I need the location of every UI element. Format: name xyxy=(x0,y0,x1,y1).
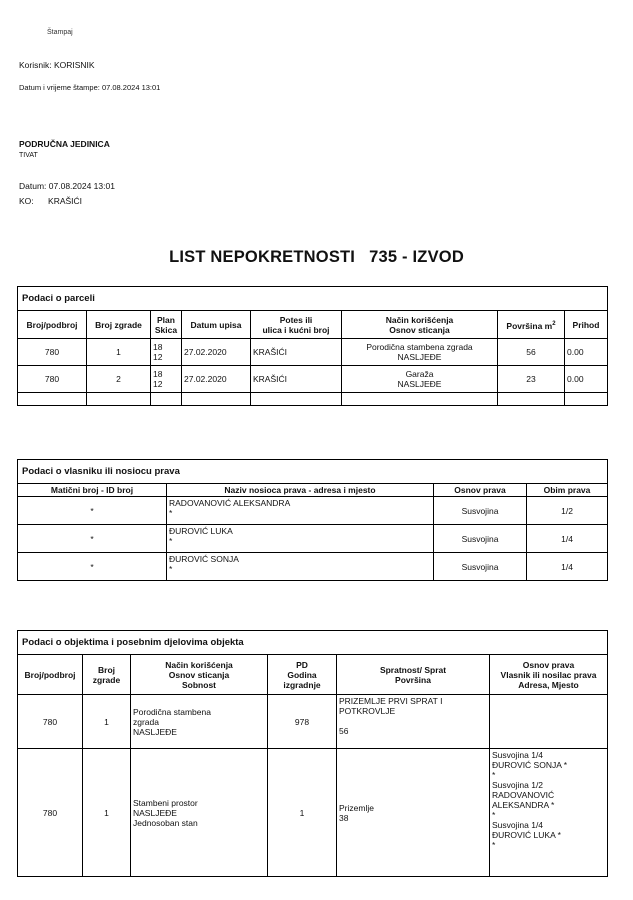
title-number: 735 xyxy=(369,248,398,266)
ko-line xyxy=(19,196,82,206)
col-povrsina: Površina $m^2$ xyxy=(498,311,565,339)
cell-osnov: Susvojina xyxy=(434,525,527,553)
col-datum-upisa: Datum upisa xyxy=(182,311,251,339)
user-line xyxy=(19,60,95,70)
table-row xyxy=(18,749,608,877)
table-row xyxy=(18,339,608,366)
cell-zgrada: 1 xyxy=(83,749,131,877)
col-broj-zgrade: Broj zgrade xyxy=(87,311,151,339)
cell-plan: 18 12 xyxy=(151,339,182,366)
user-value: KORISNIK xyxy=(53,60,95,70)
cell-datum: 27.02.2020 xyxy=(182,366,251,393)
cell-plan: 18 12 xyxy=(151,366,182,393)
print-link[interactable]: Štampaj xyxy=(47,29,73,36)
cell-maticni: * xyxy=(18,553,167,581)
col-broj-podbroj: Broj/podbroj xyxy=(18,311,87,339)
cell-potes: KRAŠIĆI xyxy=(251,366,342,393)
unit-value: TIVAT xyxy=(19,152,38,159)
cell-broj: 780 xyxy=(18,339,87,366)
cell-datum: 27.02.2020 xyxy=(182,339,251,366)
cell-naziv: ĐUROVIĆ SONJA * xyxy=(167,553,434,581)
cell-spratnost: Prizemlje 38 xyxy=(337,749,490,877)
cell-obim: 1/4 xyxy=(527,525,608,553)
col-nacin: Način korišćenja Osnov sticanja xyxy=(342,311,498,339)
cell-nacin: Garaža NASLJEĐE xyxy=(342,366,498,393)
cell-naziv: RADOVANOVIĆ ALEKSANDRA * xyxy=(167,497,434,525)
date-line xyxy=(19,181,115,191)
cell-zgrada: 1 xyxy=(87,339,151,366)
table-row xyxy=(18,497,608,525)
cell-maticni: * xyxy=(18,525,167,553)
parcels-section-title: Podaci o parceli xyxy=(18,287,608,311)
title-suffix: - IZVOD xyxy=(402,248,464,266)
cell-zgrada: 1 xyxy=(83,695,131,749)
col-spratnost: Spratnost/ Sprat Površina xyxy=(337,655,490,695)
cell-maticni: * xyxy=(18,497,167,525)
col-broj-zgrade: Broj zgrade xyxy=(83,655,131,695)
table-row xyxy=(18,525,608,553)
col-obim-prava: Obim prava xyxy=(527,484,608,497)
col-naziv: Naziv nosioca prava - adresa i mjesto xyxy=(167,484,434,497)
print-date-value: 07.08.2024 13:01 xyxy=(101,83,161,92)
cell-obim: 1/2 xyxy=(527,497,608,525)
cell-nacin: Porodična stambena zgrada NASLJEĐE xyxy=(131,695,268,749)
cell-zgrada: 2 xyxy=(87,366,151,393)
cell-broj: 780 xyxy=(18,695,83,749)
cell-osnov: Susvojina xyxy=(434,497,527,525)
ko-label: KO: xyxy=(19,196,34,206)
date-label: Datum: xyxy=(19,181,47,191)
objects-section-title: Podaci o objektima i posebnim djelovima objekta xyxy=(18,631,608,655)
cell-obim: 1/4 xyxy=(527,553,608,581)
ko-value: KRAŠIĆI xyxy=(48,196,83,206)
cell-pd: 1 xyxy=(268,749,337,877)
table-row-empty xyxy=(18,393,608,406)
cell-osnov: Susvojina xyxy=(434,553,527,581)
objects-table xyxy=(17,630,608,877)
cell-pd: 978 xyxy=(268,695,337,749)
owners-section-title: Podaci o vlasniku ili nosiocu prava xyxy=(18,460,608,484)
col-osnov-prava: Osnov prava xyxy=(434,484,527,497)
cell-prihod: 0.00 xyxy=(565,366,608,393)
unit-label: PODRUČNA JEDINICA xyxy=(19,139,110,149)
col-pd: PD Godina izgradnje xyxy=(268,655,337,695)
col-maticni: Matični broj - ID broj xyxy=(18,484,167,497)
col-potes: Potes ili ulica i kućni broj xyxy=(251,311,342,339)
print-date-label: Datum i vrijeme štampe: xyxy=(19,83,100,92)
print-date-line xyxy=(19,83,160,92)
col-osnov-vlasnik: Osnov prava Vlasnik ili nosilac prava Adresa, Mjesto xyxy=(490,655,608,695)
cell-nacin: Stambeni prostor NASLJEĐE Jednosoban stan xyxy=(131,749,268,877)
col-plan-skica: Plan Skica xyxy=(151,311,182,339)
cell-spratnost: PRIZEMLJE PRVI SPRAT I POTKROVLJE 56 xyxy=(337,695,490,749)
cell-nacin: Porodična stambena zgrada NASLJEĐE xyxy=(342,339,498,366)
table-row xyxy=(18,553,608,581)
col-prihod: Prihod xyxy=(565,311,608,339)
owners-table xyxy=(17,459,608,581)
cell-broj: 780 xyxy=(18,749,83,877)
user-label: Korisnik: xyxy=(19,60,52,70)
cell-potes: KRAŠIĆI xyxy=(251,339,342,366)
cell-prihod: 0.00 xyxy=(565,339,608,366)
col-broj-podbroj: Broj/podbroj xyxy=(18,655,83,695)
table-row xyxy=(18,366,608,393)
parcels-table xyxy=(17,286,608,406)
col-nacin: Način korišćenja Osnov sticanja Sobnost xyxy=(131,655,268,695)
date-value: 07.08.2024 13:01 xyxy=(48,181,115,191)
cell-broj: 780 xyxy=(18,366,87,393)
cell-povrsina: 23 xyxy=(498,366,565,393)
page-title xyxy=(0,248,633,267)
table-row xyxy=(18,695,608,749)
cell-osnov-vlasnik: Susvojina 1/4 ĐUROVIĆ SONJA * * Susvojina 1/2 RADOVANOVIĆ ALEKSANDRA * * Susvojina 1/4 ĐUROVIĆ LUKA * * xyxy=(490,749,608,877)
cell-osnov-vlasnik xyxy=(490,695,608,749)
title-prefix: LIST NEPOKRETNOSTI xyxy=(169,248,356,266)
cell-naziv: ĐUROVIĆ LUKA * xyxy=(167,525,434,553)
cell-povrsina: 56 xyxy=(498,339,565,366)
